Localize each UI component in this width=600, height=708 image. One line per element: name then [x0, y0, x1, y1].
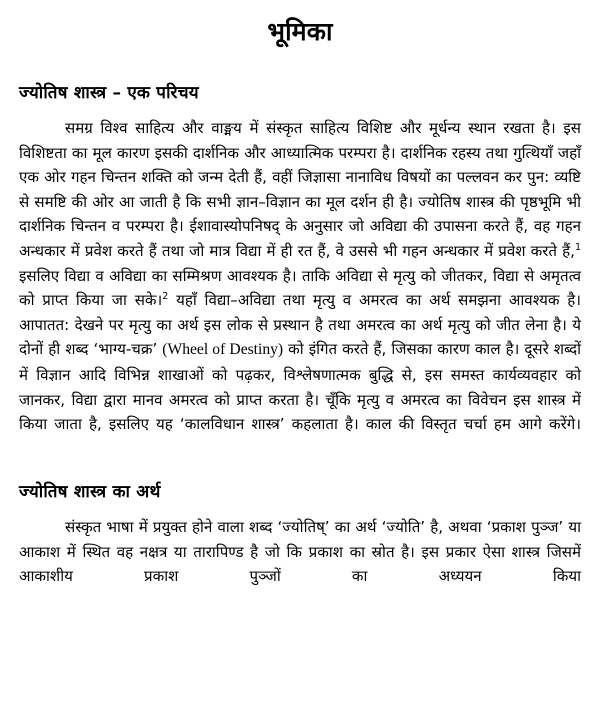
footnote-marker-2: 2	[162, 291, 169, 303]
page-title: भूमिका	[267, 17, 333, 46]
paragraph-text-part-4: को इंगित करते हैं, जिसका कारण काल है। दूसरे शब्दों में विज्ञान आदि विभिन्न शाखाओं को पढ़कर, विश्लेषणात्मक बुद्धि से, इस समस्त कार्यव्यवहार को जानकर, विद्या द्वारा मानव अमरत्व को प्राप्त करता है। चूँकि मृत्यु व अमरत्व का विवेचन इस शास्त्र में किया जाता है, इसलिए यह ‘कालविधान शास्त्र’ कहलाता है। काल की विस्तृत चर्चा हम आगे करेंगे।	[19, 340, 582, 434]
footnote-marker-1: 1	[574, 241, 581, 253]
section-heading-meaning: ज्योतिष शास्त्र का अर्थ	[19, 482, 161, 503]
paragraph-text-part-1: समग्र विश्व साहित्य और वाङ्मय में संस्कृत साहित्य विशिष्ट और मूर्धन्य स्थान रखता है। इस विशिष्टता का मूल कारण इसकी दार्शनिक और आध्यात्मिक परम्परा है। दार्शनिक रहस्य तथा गुत्थियाँ जहाँ एक ओर गहन चिन्तन शक्ति को जन्म देती हैं, वहीं जिज्ञासा नानाविध विषयों का पल्लवन कर पुन: व्यष्टि से समष्टि की ओर आ जाती है कि सभी ज्ञान–विज्ञान का मूल दर्शन ही है। ज्योतिष शास्त्र की पृष्ठभूमि भी दार्शनिक चिन्तन व परम्परा है। ईशावास्योपनिषद् के अनुसार जो अविद्या की उपासना करते हैं, वह गहन अन्धकार में प्रवेश करते हैं तथा जो मात्र विद्या में ही रत हैं, वे उससे भी गहन अन्धकार में प्रवेश करते हैं,	[19, 119, 581, 261]
paragraph-text-part-2: इसलिए विद्या व अविद्या का सम्मिश्रण आवश्यक है। ताकि अविद्या से मृत्यु को जीतकर, विद्या से अमृतत्व को प्राप्त किया जा सके।	[19, 266, 581, 310]
section-heading-introduction: ज्योतिष शास्त्र – एक परिचय	[19, 82, 199, 103]
latin-phrase-wheel-of-destiny: (Wheel of Destiny)	[162, 341, 284, 359]
paragraph-introduction	[19, 103, 581, 461]
paragraph-meaning: संस्कृत भाषा में प्रयुक्त होने वाला शब्द ‘ज्योतिष्’ का अर्थ ‘ज्योति’ है, अथवा ‘प्रकाश पुञ्ज’ या आकाश में स्थित वह नक्षत्र या तारापिण्ड है जो कि प्रकाश का स्रोत है। इस प्रकार ऐसा शास्त्र जिसमें आकाशीय प्रकाश पुञ्जों का अध्ययन किया	[19, 517, 581, 586]
paragraph-text-part-3: यहाँ विद्या–अविद्या तथा मृत्यु व अमरत्व का अर्थ समझना आवश्यक है। आपातत: देखने पर मृत्यु का अर्थ इस लोक से प्रस्थान है तथा अमरत्व का अर्थ मृत्यु को जीत लेना है। ये दोनों ही शब्द ‘भाग्य-चक्र’	[19, 291, 581, 359]
